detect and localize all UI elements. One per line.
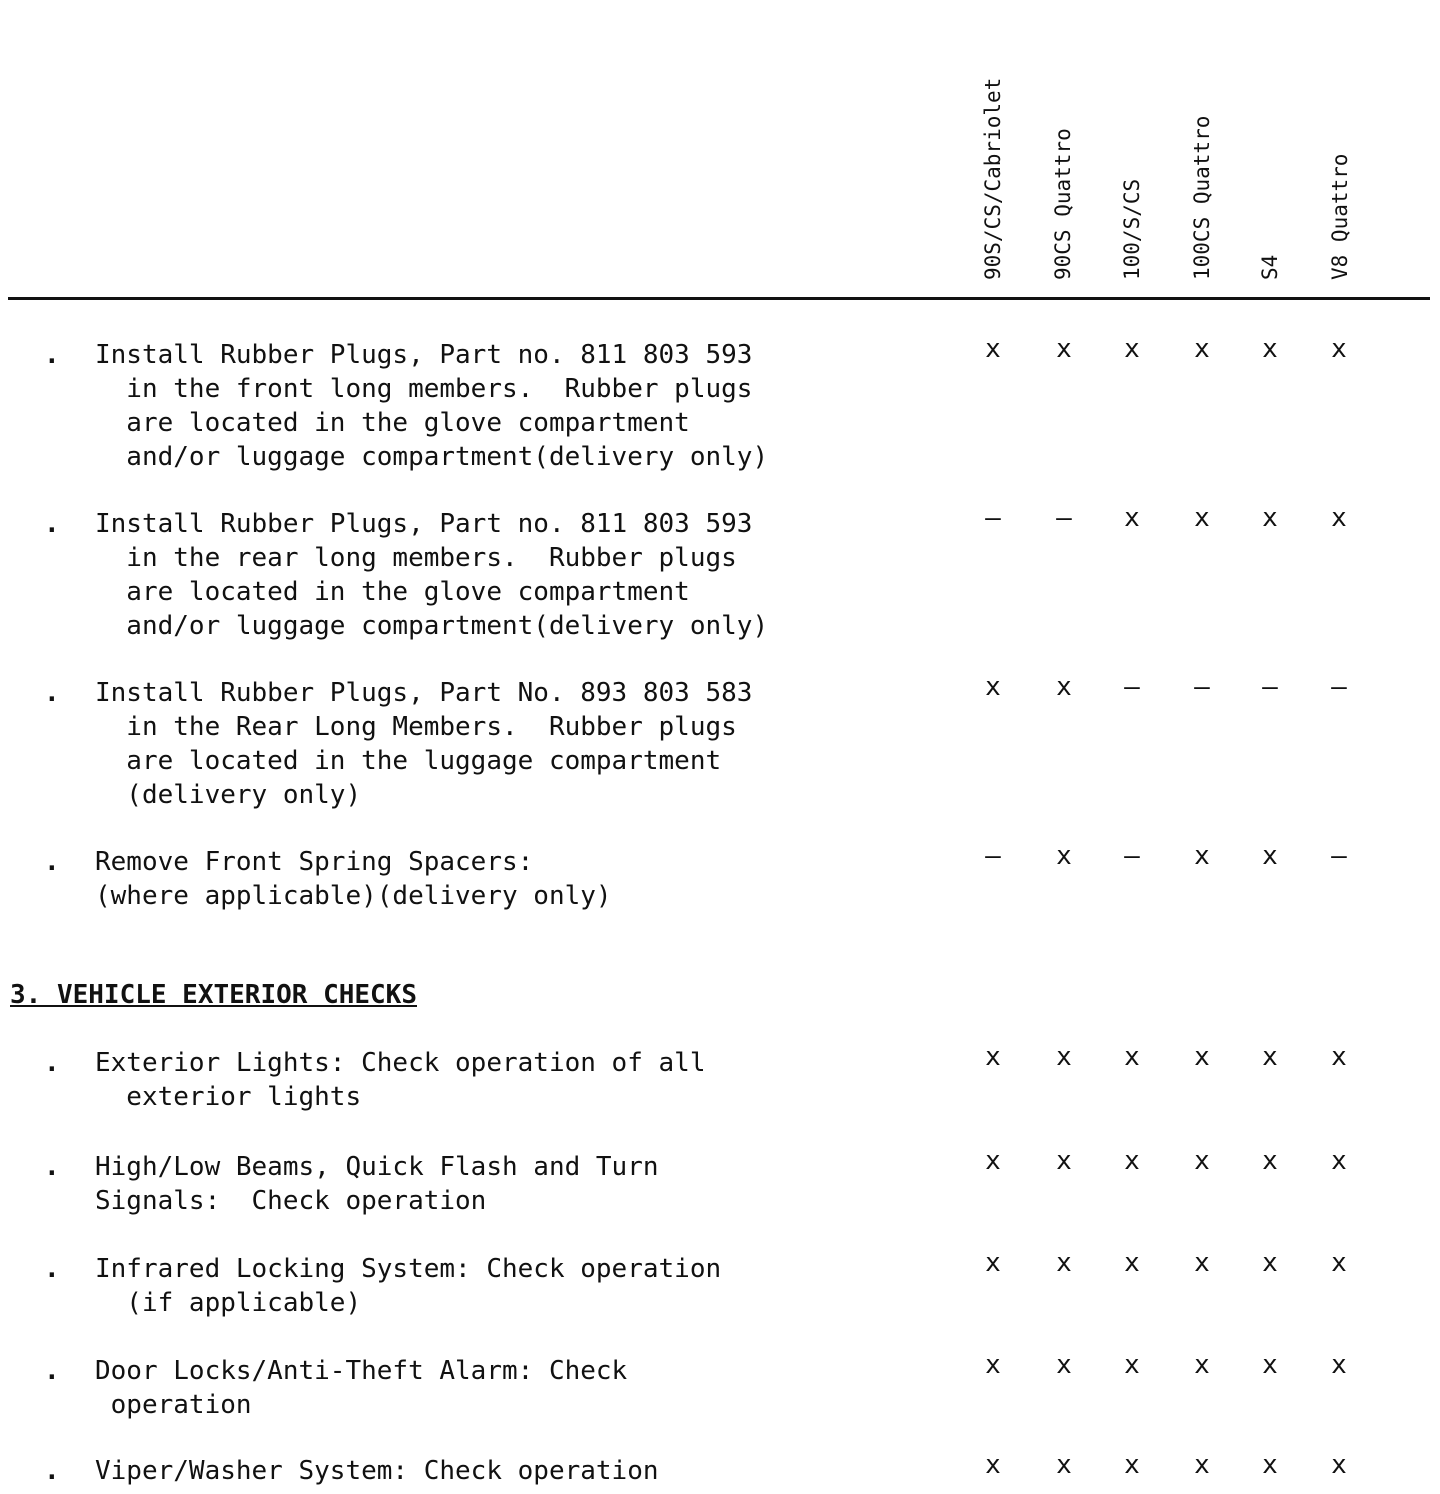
applicability-mark: x — [1262, 841, 1278, 871]
header-divider — [8, 297, 1430, 300]
applicability-mark: x — [1056, 672, 1072, 702]
item-description: Viper/Washer System: Check operation — [95, 1456, 659, 1486]
applicability-mark: – — [985, 841, 1001, 871]
applicability-mark: x — [1056, 334, 1072, 364]
applicability-mark: – — [985, 503, 1001, 533]
applicability-mark: x — [1124, 1042, 1140, 1072]
applicability-mark: x — [1331, 334, 1347, 364]
applicability-mark: x — [1331, 1248, 1347, 1278]
applicability-mark: x — [1331, 1146, 1347, 1176]
applicability-mark: x — [1194, 1350, 1210, 1380]
column-header: 90S/CS/Cabriolet — [981, 77, 1005, 280]
bullet: . — [44, 1254, 60, 1284]
applicability-mark: x — [1056, 841, 1072, 871]
applicability-mark: x — [1194, 1450, 1210, 1480]
applicability-mark: x — [1262, 1146, 1278, 1176]
applicability-mark: x — [1262, 1042, 1278, 1072]
applicability-mark: – — [1331, 841, 1347, 871]
bullet: . — [44, 1356, 60, 1386]
applicability-mark: x — [1124, 1450, 1140, 1480]
applicability-mark: x — [1194, 1146, 1210, 1176]
bullet: . — [44, 1456, 60, 1486]
bullet: . — [44, 1152, 60, 1182]
applicability-mark: x — [985, 1146, 1001, 1176]
applicability-mark: – — [1194, 672, 1210, 702]
applicability-mark: x — [1194, 503, 1210, 533]
applicability-mark: x — [985, 1350, 1001, 1380]
item-description: Install Rubber Plugs, Part No. 893 803 583 in the Rear Long Members. Rubber plugs are located in the luggage compartment (delivery only) — [95, 678, 753, 810]
bullet: . — [44, 509, 60, 539]
applicability-mark: x — [985, 1248, 1001, 1278]
applicability-mark: x — [1056, 1450, 1072, 1480]
applicability-mark: x — [1262, 1450, 1278, 1480]
applicability-mark: x — [985, 672, 1001, 702]
applicability-mark: – — [1056, 503, 1072, 533]
applicability-mark: x — [1124, 1248, 1140, 1278]
applicability-mark: x — [1194, 1248, 1210, 1278]
item-description: Install Rubber Plugs, Part no. 811 803 593 in the front long members. Rubber plugs are located in the glove compartment and/or luggage compartment(delivery only) — [95, 340, 769, 472]
applicability-mark: x — [1262, 1350, 1278, 1380]
applicability-mark: x — [985, 1450, 1001, 1480]
applicability-mark: x — [1194, 334, 1210, 364]
column-header: 100/S/CS — [1120, 178, 1144, 280]
applicability-mark: x — [1124, 1350, 1140, 1380]
applicability-mark: x — [1124, 1146, 1140, 1176]
applicability-mark: x — [1262, 503, 1278, 533]
column-header: V8 Quattro — [1328, 153, 1352, 280]
bullet: . — [44, 1048, 60, 1078]
applicability-mark: x — [1056, 1042, 1072, 1072]
applicability-mark: x — [1194, 1042, 1210, 1072]
applicability-mark: – — [1124, 841, 1140, 871]
column-header: S4 — [1258, 254, 1282, 280]
applicability-mark: x — [1331, 1042, 1347, 1072]
applicability-mark: x — [1124, 503, 1140, 533]
applicability-mark: x — [1331, 1450, 1347, 1480]
applicability-mark: – — [1124, 672, 1140, 702]
item-description: High/Low Beams, Quick Flash and Turn Signals: Check operation — [95, 1152, 659, 1216]
applicability-mark: – — [1262, 672, 1278, 702]
item-description: Install Rubber Plugs, Part no. 811 803 593 in the rear long members. Rubber plugs are located in the glove compartment and/or luggage compartment(delivery only) — [95, 509, 769, 641]
applicability-mark: x — [985, 334, 1001, 364]
applicability-mark: x — [1124, 334, 1140, 364]
bullet: . — [44, 678, 60, 708]
item-description: Remove Front Spring Spacers: (where applicable)(delivery only) — [95, 847, 612, 911]
applicability-mark: x — [1262, 1248, 1278, 1278]
applicability-mark: x — [1056, 1350, 1072, 1380]
applicability-mark: x — [1331, 1350, 1347, 1380]
applicability-mark: x — [1194, 841, 1210, 871]
applicability-mark: x — [985, 1042, 1001, 1072]
item-description: Infrared Locking System: Check operation (if applicable) — [95, 1254, 722, 1318]
item-description: Exterior Lights: Check operation of all exterior lights — [95, 1048, 706, 1112]
applicability-mark: x — [1056, 1248, 1072, 1278]
column-header: 100CS Quattro — [1190, 115, 1214, 280]
section-title: 3. VEHICLE EXTERIOR CHECKS — [10, 980, 417, 1010]
applicability-mark: – — [1331, 672, 1347, 702]
applicability-mark: x — [1056, 1146, 1072, 1176]
bullet: . — [44, 340, 60, 370]
column-header: 90CS Quattro — [1051, 128, 1075, 280]
bullet: . — [44, 847, 60, 877]
item-description: Door Locks/Anti-Theft Alarm: Check operation — [95, 1356, 628, 1420]
applicability-mark: x — [1262, 334, 1278, 364]
applicability-mark: x — [1331, 503, 1347, 533]
